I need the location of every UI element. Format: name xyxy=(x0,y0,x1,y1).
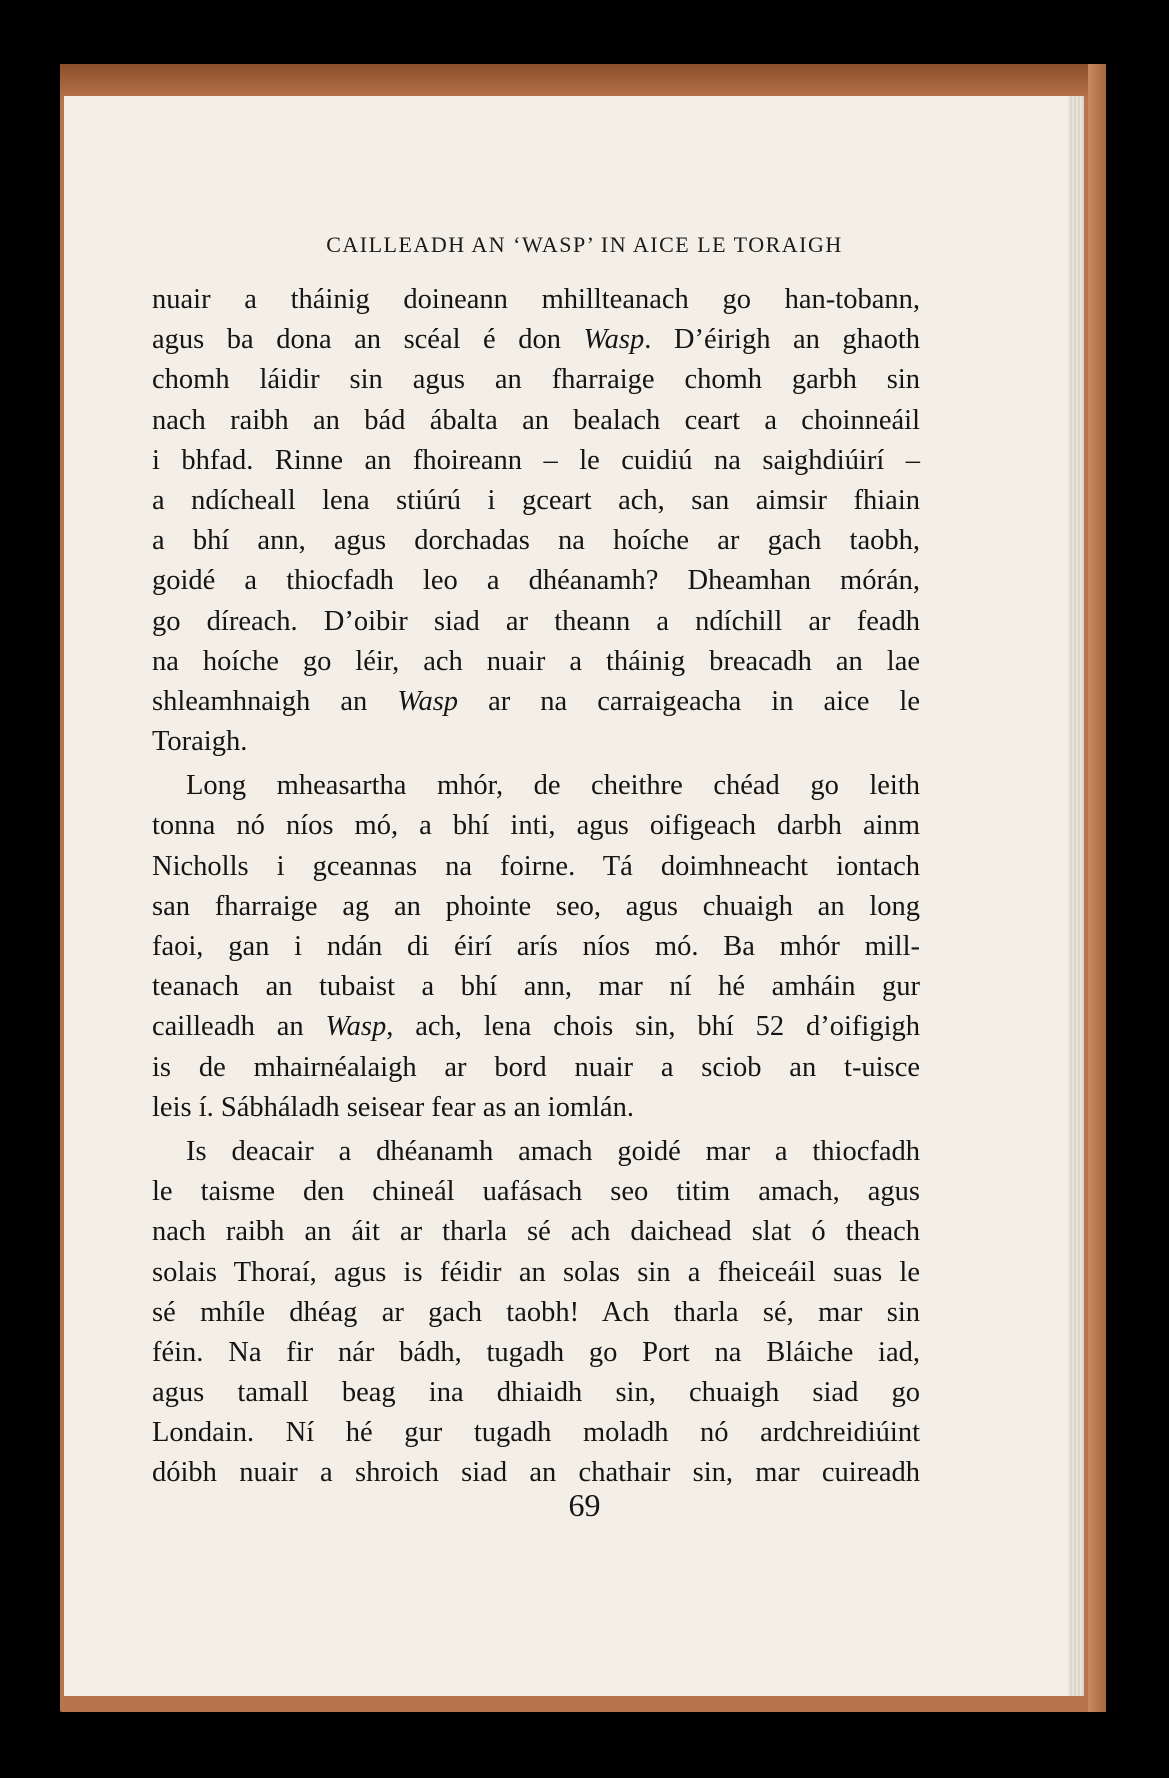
page-edges xyxy=(1068,96,1084,1696)
text-line: goidé a thiocfadh leo a dhéanamh? Dheamhan mórán, xyxy=(152,565,920,597)
text-line: le taisme den chineál uafásach seo titim amach, agus xyxy=(152,1176,920,1208)
page-number: 69 xyxy=(568,1487,601,1523)
text-line: Toraigh. xyxy=(152,726,248,758)
text-line: leis í. Sábháladh seisear fear as an iomlán. xyxy=(152,1091,634,1123)
text-line: agus tamall beag ina dhiaidh sin, chuaigh siad go xyxy=(152,1377,920,1409)
ship-name: Wasp xyxy=(325,1011,387,1043)
text-line: na hoíche go léir, ach nuair a tháinig breacadh an lae xyxy=(152,645,920,677)
text-line: agus ba dona an scéal é don Wasp. D’éirigh an ghaoth xyxy=(152,324,920,356)
text-line: i bhfad. Rinne an fhoireann – le cuidiú na saighdiúirí – xyxy=(152,444,920,476)
text-line: teanach an tubaist a bhí ann, mar ní hé amháin gur xyxy=(152,971,920,1003)
book-cover-right-edge xyxy=(1088,64,1106,1712)
ship-name: Wasp xyxy=(583,324,645,356)
text-line: tonna nó níos mó, a bhí inti, agus oifigeach darbh ainm xyxy=(152,810,920,842)
text-line: a bhí ann, agus dorchadas na hoíche ar gach taobh, xyxy=(152,525,920,557)
text-line: a ndícheall lena stiúrú i gceart ach, san aimsir fhiain xyxy=(152,484,920,516)
text-line: sé mhíle dhéag ar gach taobh! Ach tharla sé, mar sin xyxy=(152,1296,920,1328)
text-line: nach raibh an bád ábalta an bealach ceart a choinneáil xyxy=(152,404,920,436)
text-line: Is deacair a dhéanamh amach goidé mar a thiocfadh xyxy=(186,1135,920,1167)
text-line: solais Thoraí, agus is féidir an solas sin a fheiceáil suas le xyxy=(152,1256,920,1288)
text-line: Nicholls i gceannas na foirne. Tá doimhneacht iontach xyxy=(152,850,920,882)
text-line: nach raibh an áit ar tharla sé ach daichead slat ó theach xyxy=(152,1216,920,1248)
body-text xyxy=(152,280,920,1494)
text-line: nuair a tháinig doineann mhillteanach go han-tobann, xyxy=(152,284,920,315)
text-line: go díreach. D’oibir siad ar theann a ndíchill ar feadh xyxy=(152,605,920,637)
text-line: is de mhairnéalaigh ar bord nuair a sciob an t-uisce xyxy=(152,1051,920,1083)
book-cover-top-edge xyxy=(60,64,1106,100)
text-line: cailleadh an Wasp, ach, lena chois sin, bhí 52 d’oifigigh xyxy=(152,1011,920,1043)
text-line: dóibh nuair a shroich siad an chathair sin, mar cuireadh xyxy=(152,1457,920,1489)
text-line: chomh láidir sin agus an fharraige chomh garbh sin xyxy=(152,364,920,396)
text-line: Londain. Ní hé gur tugadh moladh nó ardchreidiúint xyxy=(152,1417,920,1449)
text-line: san fharraige ag an phointe seo, agus chuaigh an long xyxy=(152,890,920,922)
text-line: Long mheasartha mhór, de cheithre chéad go leith xyxy=(186,770,920,802)
running-title: CAILLEADH AN ‘WASP’ IN AICE LE TORAIGH xyxy=(326,232,843,257)
text-line: féin. Na fir nár bádh, tugadh go Port na Bláiche iad, xyxy=(152,1336,920,1368)
text-line: shleamhnaigh an Wasp ar na carraigeacha in aice le xyxy=(152,685,921,717)
text-line: faoi, gan i ndán di éirí arís níos mó. Ba mhór mill- xyxy=(152,931,920,962)
ship-name: Wasp xyxy=(397,685,459,717)
